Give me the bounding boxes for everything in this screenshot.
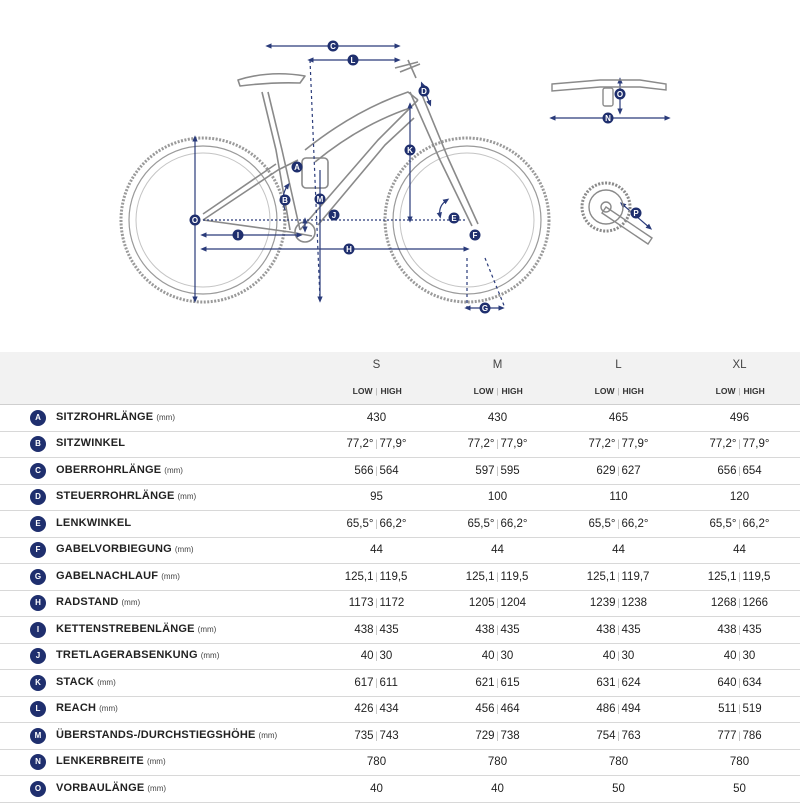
value-high: 494 bbox=[621, 703, 641, 716]
value-cell: 735 | 743 bbox=[316, 723, 437, 750]
high-label: HIGH bbox=[501, 386, 523, 396]
diagram-badge-o-frame bbox=[190, 215, 201, 226]
value-cell: 438 | 435 bbox=[437, 617, 558, 644]
value-cell bbox=[316, 749, 437, 776]
row-unit: (mm) bbox=[200, 651, 220, 661]
row-label-cell bbox=[0, 643, 316, 670]
svg-text:O: O bbox=[191, 216, 199, 225]
size-xl-header: XL bbox=[679, 352, 800, 378]
value-high: 77,9° bbox=[742, 438, 770, 451]
value-single: 430 bbox=[487, 411, 508, 424]
value-low: 426 bbox=[354, 703, 374, 716]
row-badge: E bbox=[30, 516, 46, 532]
row-label-cell bbox=[0, 484, 316, 511]
value-high: 627 bbox=[621, 464, 641, 477]
value-cell: 511 | 519 bbox=[679, 696, 800, 723]
geometry-table bbox=[0, 352, 800, 803]
value-low: 438 bbox=[475, 623, 495, 636]
value-low: 1268 bbox=[710, 597, 737, 610]
value-cell: 754 | 763 bbox=[558, 723, 679, 750]
diagram-badge-i bbox=[233, 230, 244, 241]
value-low: 125,1 bbox=[344, 570, 374, 583]
row-badge: D bbox=[30, 489, 46, 505]
value-cell bbox=[679, 484, 800, 511]
row-label: ÜBERSTANDS-/DURCHSTIEGSHÖHE bbox=[56, 728, 256, 741]
low-high-header: LOW | HIGH bbox=[437, 378, 558, 405]
row-unit: (mm) bbox=[197, 624, 217, 634]
row-badge: B bbox=[30, 436, 46, 452]
value-cell: 486 | 494 bbox=[558, 696, 679, 723]
value-high: 77,9° bbox=[500, 438, 528, 451]
row-label-cell bbox=[0, 431, 316, 458]
row-label-cell bbox=[0, 564, 316, 591]
value-high: 615 bbox=[500, 676, 520, 689]
svg-text:G: G bbox=[481, 304, 489, 313]
value-low: 486 bbox=[596, 703, 616, 716]
handlebar-detail bbox=[552, 80, 666, 106]
crankset-detail bbox=[582, 183, 652, 244]
low-high-header-row bbox=[0, 378, 800, 405]
value-low: 438 bbox=[354, 623, 374, 636]
value-low: 456 bbox=[475, 703, 495, 716]
svg-text:K: K bbox=[407, 146, 413, 155]
value-cell bbox=[679, 749, 800, 776]
value-cell: 729 | 738 bbox=[437, 723, 558, 750]
value-cell: 629 | 627 bbox=[558, 458, 679, 485]
value-cell: 617 | 611 bbox=[316, 670, 437, 697]
value-low: 40 bbox=[723, 650, 737, 663]
value-cell: 640 | 634 bbox=[679, 670, 800, 697]
value-low: 1239 bbox=[589, 597, 616, 610]
value-cell: 125,1 | 119,5 bbox=[679, 564, 800, 591]
value-low: 65,5° bbox=[588, 517, 616, 530]
value-cell: 40 | 30 bbox=[679, 643, 800, 670]
value-low: 1205 bbox=[468, 597, 495, 610]
geometry-row-c bbox=[0, 458, 800, 485]
value-low: 40 bbox=[360, 650, 374, 663]
value-high: 435 bbox=[379, 623, 399, 636]
value-low: 125,1 bbox=[586, 570, 616, 583]
value-cell: 125,1 | 119,7 bbox=[558, 564, 679, 591]
row-badge: K bbox=[30, 675, 46, 691]
value-low: 65,5° bbox=[346, 517, 374, 530]
value-low: 438 bbox=[596, 623, 616, 636]
value-low: 77,2° bbox=[588, 438, 616, 451]
row-label-cell bbox=[0, 617, 316, 644]
value-cell bbox=[437, 484, 558, 511]
geometry-row-f bbox=[0, 537, 800, 564]
value-low: 640 bbox=[717, 676, 737, 689]
diagram-badge-m bbox=[315, 194, 326, 205]
row-label: GABELVORBIEGUNG bbox=[56, 543, 172, 556]
value-high: 1172 bbox=[379, 597, 405, 610]
value-low: 65,5° bbox=[709, 517, 737, 530]
value-cell: 125,1 | 119,5 bbox=[316, 564, 437, 591]
diagram-badge-l bbox=[348, 55, 359, 66]
value-high: 77,9° bbox=[379, 438, 407, 451]
svg-text:O: O bbox=[616, 90, 624, 99]
diagram-badge-d bbox=[419, 86, 430, 97]
value-low: 729 bbox=[475, 729, 495, 742]
value-low: 511 bbox=[718, 703, 737, 716]
value-single: 465 bbox=[608, 411, 629, 424]
low-label: LOW bbox=[473, 386, 494, 396]
value-high: 30 bbox=[621, 650, 635, 663]
value-cell: 77,2° | 77,9° bbox=[437, 431, 558, 458]
value-single: 40 bbox=[491, 782, 504, 795]
value-single: 430 bbox=[366, 411, 387, 424]
row-unit: (mm) bbox=[174, 545, 194, 555]
value-high: 30 bbox=[742, 650, 756, 663]
row-label-cell bbox=[0, 749, 316, 776]
svg-text:B: B bbox=[282, 196, 288, 205]
value-high: 624 bbox=[621, 676, 641, 689]
value-low: 77,2° bbox=[467, 438, 495, 451]
measurement-lines bbox=[195, 46, 668, 308]
diagram-badge-c bbox=[328, 41, 339, 52]
row-badge: C bbox=[30, 463, 46, 479]
value-single: 44 bbox=[370, 544, 383, 557]
value-high: 1238 bbox=[621, 597, 648, 610]
geometry-row-g bbox=[0, 564, 800, 591]
value-low: 777 bbox=[717, 729, 737, 742]
value-single: 780 bbox=[366, 756, 387, 769]
size-l-header: L bbox=[558, 352, 679, 378]
value-single: 780 bbox=[608, 756, 629, 769]
value-high: 763 bbox=[621, 729, 641, 742]
value-high: 1204 bbox=[500, 597, 527, 610]
row-unit: (mm) bbox=[146, 757, 166, 767]
value-high: 66,2° bbox=[379, 517, 407, 530]
row-label: KETTENSTREBENLÄNGE bbox=[56, 622, 195, 635]
geometry-row-h bbox=[0, 590, 800, 617]
value-single: 496 bbox=[729, 411, 750, 424]
svg-text:P: P bbox=[633, 209, 639, 218]
value-low: 629 bbox=[596, 464, 616, 477]
row-label: STEUERROHRLÄNGE bbox=[56, 490, 175, 503]
low-high-header: LOW | HIGH bbox=[679, 378, 800, 405]
value-low: 125,1 bbox=[707, 570, 737, 583]
geometry-row-m bbox=[0, 723, 800, 750]
diagram-badge-g bbox=[480, 303, 491, 314]
value-low: 40 bbox=[481, 650, 495, 663]
row-label-cell bbox=[0, 696, 316, 723]
value-low: 1173 bbox=[348, 597, 374, 610]
value-cell: 65,5° | 66,2° bbox=[679, 511, 800, 538]
value-cell: 40 | 30 bbox=[558, 643, 679, 670]
row-label-cell bbox=[0, 458, 316, 485]
value-cell bbox=[679, 776, 800, 803]
value-cell: 77,2° | 77,9° bbox=[316, 431, 437, 458]
value-high: 464 bbox=[500, 703, 520, 716]
diagram-badge-a bbox=[292, 162, 303, 173]
value-cell: 438 | 435 bbox=[558, 617, 679, 644]
bike-geometry-diagram bbox=[0, 0, 800, 352]
geometry-row-k bbox=[0, 670, 800, 697]
value-cell bbox=[316, 405, 437, 432]
value-low: 77,2° bbox=[346, 438, 374, 451]
value-cell bbox=[316, 484, 437, 511]
row-unit: (mm) bbox=[99, 704, 118, 714]
value-high: 743 bbox=[379, 729, 399, 742]
value-high: 519 bbox=[742, 703, 762, 716]
row-unit: (mm) bbox=[147, 783, 167, 793]
value-high: 77,9° bbox=[621, 438, 649, 451]
geometry-row-i bbox=[0, 617, 800, 644]
high-label: HIGH bbox=[622, 386, 644, 396]
value-cell: 65,5° | 66,2° bbox=[316, 511, 437, 538]
value-high: 435 bbox=[621, 623, 641, 636]
value-low: 597 bbox=[475, 464, 495, 477]
value-single: 780 bbox=[729, 756, 750, 769]
value-single: 44 bbox=[491, 544, 504, 557]
row-unit: (mm) bbox=[156, 412, 175, 422]
row-label: TRETLAGERABSENKUNG bbox=[56, 649, 198, 662]
row-label-cell bbox=[0, 670, 316, 697]
row-label: OBERROHRLÄNGE bbox=[56, 463, 162, 476]
value-low: 125,1 bbox=[465, 570, 495, 583]
value-single: 50 bbox=[612, 782, 625, 795]
value-high: 434 bbox=[379, 703, 399, 716]
row-label-cell bbox=[0, 590, 316, 617]
row-label-cell bbox=[0, 537, 316, 564]
value-high: 66,2° bbox=[500, 517, 528, 530]
value-high: 119,5 bbox=[500, 570, 529, 583]
value-low: 566 bbox=[354, 464, 374, 477]
value-high: 611 bbox=[379, 676, 398, 689]
geometry-row-n bbox=[0, 749, 800, 776]
value-cell: 125,1 | 119,5 bbox=[437, 564, 558, 591]
geometry-row-b bbox=[0, 431, 800, 458]
svg-text:I: I bbox=[236, 231, 240, 240]
value-high: 66,2° bbox=[742, 517, 770, 530]
bike-frame bbox=[203, 60, 478, 242]
value-cell bbox=[316, 776, 437, 803]
value-high: 634 bbox=[742, 676, 762, 689]
diagram-badge-p bbox=[631, 208, 642, 219]
svg-text:E: E bbox=[451, 214, 457, 223]
value-cell: 40 | 30 bbox=[316, 643, 437, 670]
diagram-badge-j bbox=[329, 210, 340, 221]
value-single: 110 bbox=[609, 491, 628, 504]
value-cell bbox=[558, 537, 679, 564]
value-high: 30 bbox=[379, 650, 393, 663]
row-badge: A bbox=[30, 410, 46, 426]
value-cell: 656 | 654 bbox=[679, 458, 800, 485]
value-cell bbox=[437, 537, 558, 564]
geometry-row-e bbox=[0, 511, 800, 538]
svg-text:F: F bbox=[472, 231, 478, 240]
value-cell bbox=[558, 405, 679, 432]
value-cell bbox=[558, 484, 679, 511]
svg-text:L: L bbox=[350, 56, 356, 65]
value-single: 780 bbox=[487, 756, 508, 769]
high-label: HIGH bbox=[380, 386, 402, 396]
diagram-badge-f bbox=[470, 230, 481, 241]
value-high: 738 bbox=[500, 729, 520, 742]
size-m-header: M bbox=[437, 352, 558, 378]
value-high: 786 bbox=[742, 729, 762, 742]
value-low: 617 bbox=[354, 676, 374, 689]
value-cell: 65,5° | 66,2° bbox=[437, 511, 558, 538]
diagram-badge-n bbox=[603, 113, 614, 124]
low-high-header: LOW | HIGH bbox=[558, 378, 679, 405]
value-high: 30 bbox=[500, 650, 514, 663]
value-cell: 40 | 30 bbox=[437, 643, 558, 670]
value-cell: 456 | 464 bbox=[437, 696, 558, 723]
svg-text:C: C bbox=[330, 42, 336, 51]
size-header-row bbox=[0, 352, 800, 378]
value-low: 735 bbox=[354, 729, 374, 742]
row-label: SITZWINKEL bbox=[56, 437, 126, 450]
value-single: 44 bbox=[612, 544, 625, 557]
value-single: 100 bbox=[487, 491, 508, 504]
geometry-row-o bbox=[0, 776, 800, 803]
row-label-cell bbox=[0, 776, 316, 803]
geometry-row-d bbox=[0, 484, 800, 511]
value-low: 621 bbox=[475, 676, 495, 689]
value-high: 119,7 bbox=[621, 570, 650, 583]
value-high: 66,2° bbox=[621, 517, 649, 530]
geometry-row-a bbox=[0, 405, 800, 432]
row-badge: H bbox=[30, 595, 46, 611]
row-label-cell bbox=[0, 723, 316, 750]
value-cell: 777 | 786 bbox=[679, 723, 800, 750]
row-badge: F bbox=[30, 542, 46, 558]
svg-text:D: D bbox=[421, 87, 427, 96]
value-cell: 1173 | 1172 bbox=[316, 590, 437, 617]
value-single: 95 bbox=[370, 491, 383, 504]
row-unit: (mm) bbox=[161, 571, 180, 581]
value-low: 754 bbox=[596, 729, 616, 742]
row-unit: (mm) bbox=[177, 492, 197, 502]
svg-text:J: J bbox=[331, 211, 337, 220]
value-low: 77,2° bbox=[709, 438, 737, 451]
value-low: 656 bbox=[717, 464, 737, 477]
row-badge: J bbox=[30, 648, 46, 664]
value-single: 50 bbox=[733, 782, 746, 795]
value-cell: 631 | 624 bbox=[558, 670, 679, 697]
low-label: LOW bbox=[352, 386, 373, 396]
high-label: HIGH bbox=[743, 386, 765, 396]
diagram-badge-k bbox=[405, 145, 416, 156]
value-cell bbox=[437, 776, 558, 803]
row-label: STACK bbox=[56, 675, 95, 688]
row-label-cell bbox=[0, 511, 316, 538]
svg-text:A: A bbox=[294, 163, 300, 172]
value-cell bbox=[558, 776, 679, 803]
value-cell: 65,5° | 66,2° bbox=[558, 511, 679, 538]
value-cell bbox=[679, 537, 800, 564]
value-cell: 1205 | 1204 bbox=[437, 590, 558, 617]
value-cell bbox=[558, 749, 679, 776]
low-label: LOW bbox=[715, 386, 736, 396]
value-high: 435 bbox=[742, 623, 762, 636]
row-label: VORBAULÄNGE bbox=[56, 781, 145, 794]
value-high: 1266 bbox=[742, 597, 769, 610]
diagram-badge-h bbox=[344, 244, 355, 255]
diagram-badge-e bbox=[449, 213, 460, 224]
value-cell: 566 | 564 bbox=[316, 458, 437, 485]
value-cell: 1268 | 1266 bbox=[679, 590, 800, 617]
value-cell: 77,2° | 77,9° bbox=[558, 431, 679, 458]
svg-text:N: N bbox=[605, 114, 611, 123]
row-label: RADSTAND bbox=[56, 596, 119, 609]
value-cell: 438 | 435 bbox=[679, 617, 800, 644]
value-high: 564 bbox=[379, 464, 399, 477]
row-badge: N bbox=[30, 754, 46, 770]
value-cell bbox=[437, 405, 558, 432]
value-low: 631 bbox=[596, 676, 616, 689]
value-low: 40 bbox=[602, 650, 616, 663]
value-high: 119,5 bbox=[742, 570, 771, 583]
diagram-badge-b bbox=[280, 195, 291, 206]
row-badge: M bbox=[30, 728, 46, 744]
value-cell bbox=[679, 405, 800, 432]
row-badge: L bbox=[30, 701, 46, 717]
value-high: 595 bbox=[500, 464, 520, 477]
value-cell bbox=[316, 537, 437, 564]
row-unit: (mm) bbox=[258, 730, 278, 740]
value-high: 435 bbox=[500, 623, 520, 636]
geometry-row-j bbox=[0, 643, 800, 670]
value-cell: 597 | 595 bbox=[437, 458, 558, 485]
value-single: 40 bbox=[370, 782, 383, 795]
row-label: LENKERBREITE bbox=[56, 755, 144, 768]
row-unit: (mm) bbox=[164, 465, 183, 475]
value-high: 654 bbox=[742, 464, 762, 477]
row-badge: O bbox=[30, 781, 46, 797]
svg-text:H: H bbox=[346, 245, 352, 254]
low-label: LOW bbox=[594, 386, 615, 396]
diagram-badge-o bbox=[615, 89, 626, 100]
value-low: 438 bbox=[717, 623, 737, 636]
value-cell bbox=[437, 749, 558, 776]
row-label: GABELNACHLAUF bbox=[56, 569, 159, 582]
row-label-cell bbox=[0, 405, 316, 432]
row-badge: I bbox=[30, 622, 46, 638]
row-label: LENKWINKEL bbox=[56, 516, 132, 529]
value-cell: 426 | 434 bbox=[316, 696, 437, 723]
row-unit: (mm) bbox=[97, 677, 116, 687]
value-cell: 438 | 435 bbox=[316, 617, 437, 644]
value-cell: 621 | 615 bbox=[437, 670, 558, 697]
value-high: 119,5 bbox=[379, 570, 408, 583]
geometry-row-l bbox=[0, 696, 800, 723]
size-s-header: S bbox=[316, 352, 437, 378]
value-single: 120 bbox=[729, 491, 750, 504]
row-unit: (mm) bbox=[121, 598, 141, 608]
row-badge: G bbox=[30, 569, 46, 585]
value-single: 44 bbox=[733, 544, 746, 557]
row-label: SITZROHRLÄNGE bbox=[56, 410, 154, 423]
svg-text:M: M bbox=[316, 195, 324, 204]
value-low: 65,5° bbox=[467, 517, 495, 530]
row-label: REACH bbox=[56, 702, 97, 715]
low-high-header: LOW | HIGH bbox=[316, 378, 437, 405]
value-cell: 1239 | 1238 bbox=[558, 590, 679, 617]
value-cell: 77,2° | 77,9° bbox=[679, 431, 800, 458]
